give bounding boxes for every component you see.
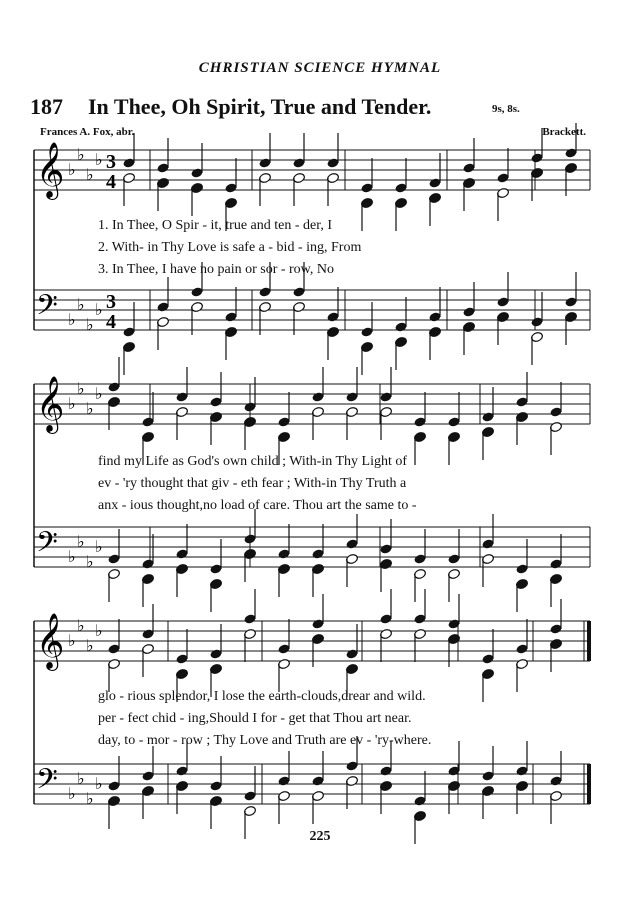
flat-sign-icon: ♭ [77, 532, 85, 551]
flat-sign-icon: ♭ [86, 789, 94, 808]
hymn-title: In Thee, Oh Spirit, True and Tender. [88, 94, 432, 119]
lyric-line-s3-v2: per - fect chid - ing,Should I for - get that Thou art near. [98, 711, 412, 726]
lyric-line-s1-v3: 3. In Thee, I have no pain or sor - row, No [98, 262, 334, 277]
time-signature-bottom: 4 [106, 171, 116, 193]
lyric-line-s3-v3: day, to - mor - row ; Thy Love and Truth are ev - 'ry-where. [98, 733, 432, 748]
flat-sign-icon: ♭ [95, 150, 103, 169]
lyric-line-s2-v3: anx - ious thought,no load of care. Thou art the same to - [98, 498, 417, 513]
flat-sign-icon: ♭ [68, 784, 76, 803]
flat-sign-icon: ♭ [95, 384, 103, 403]
flat-sign-icon: ♭ [95, 537, 103, 556]
time-signature-bottom: 4 [106, 311, 116, 333]
lyric-line-s3-v1: glo - rious splendor, I lose the earth-clouds,drear and wild. [98, 689, 426, 704]
bass-clef-icon: 𝄢 [36, 763, 58, 803]
flat-sign-icon: ♭ [86, 165, 94, 184]
lyric-line-s2-v1: find my Life as God's own child ; With-in Thy Light of [98, 454, 408, 469]
flat-sign-icon: ♭ [95, 774, 103, 793]
flat-sign-icon: ♭ [77, 379, 85, 398]
running-head: CHRISTIAN SCIENCE HYMNAL [198, 60, 442, 76]
time-signature-top: 3 [106, 291, 116, 313]
flat-sign-icon: ♭ [86, 399, 94, 418]
flat-sign-icon: ♭ [86, 315, 94, 334]
treble-clef-icon: 𝄞 [36, 376, 65, 432]
flat-sign-icon: ♭ [68, 310, 76, 329]
treble-clef-icon: 𝄞 [36, 142, 65, 198]
lyric-line-s1-v1: 1. In Thee, O Spir - it, true and ten - der, I [98, 218, 333, 233]
flat-sign-icon: ♭ [77, 616, 85, 635]
page-number: 225 [309, 829, 331, 844]
time-signature-top: 3 [106, 151, 116, 173]
lyric-line-s2-v2: ev - 'ry thought that giv - eth fear ; With-in Thy Truth a [98, 476, 407, 491]
flat-sign-icon: ♭ [86, 552, 94, 571]
flat-sign-icon: ♭ [68, 160, 76, 179]
author-credit: Frances A. Fox, abr. [40, 126, 135, 138]
bass-clef-icon: 𝄢 [36, 289, 58, 329]
meter-label: 9s, 8s. [492, 103, 520, 115]
composer-credit: Brackett. [542, 126, 586, 138]
flat-sign-icon: ♭ [95, 300, 103, 319]
flat-sign-icon: ♭ [68, 631, 76, 650]
flat-sign-icon: ♭ [86, 636, 94, 655]
flat-sign-icon: ♭ [77, 295, 85, 314]
hymn-number: 187 [30, 94, 63, 119]
treble-clef-icon: 𝄞 [36, 613, 65, 669]
flat-sign-icon: ♭ [68, 547, 76, 566]
flat-sign-icon: ♭ [95, 621, 103, 640]
flat-sign-icon: ♭ [68, 394, 76, 413]
flat-sign-icon: ♭ [77, 769, 85, 788]
lyric-line-s1-v2: 2. With- in Thy Love is safe a - bid - ing, From [98, 240, 362, 255]
bass-clef-icon: 𝄢 [36, 526, 58, 566]
flat-sign-icon: ♭ [77, 145, 85, 164]
